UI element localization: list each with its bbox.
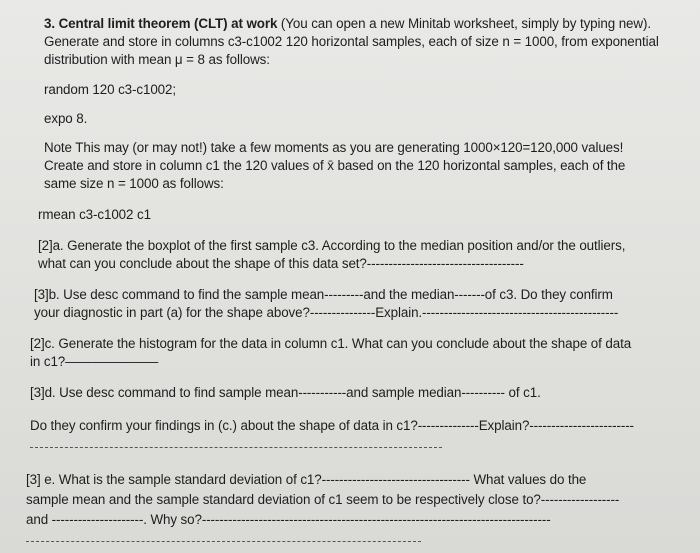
command-random: random 120 c3-c1002; (44, 82, 176, 97)
note-line-3: same size n = 1000 as follows: (44, 176, 224, 191)
answer-underline (30, 447, 442, 448)
question-3b-line-1: [3]b. Use desc command to find the sample mean---------and the median-------of c3. Do they confirm (34, 287, 613, 302)
question-3-heading (44, 16, 651, 32)
question-3d-line-1: [3]d. Use desc command to find sample mean-----------and sample median---------- of c1. (30, 385, 541, 400)
question-3b-line-2: your diagnostic in part (a) for the shape above?---------------Explain.--------------------------------------------- (34, 305, 619, 320)
note-line-1: Note This may (or may not!) take a few moments as you are generating 1000×120=120,000 values! (44, 140, 624, 155)
question-2c-line-2: in c1?——————— (30, 354, 159, 369)
question-3-subtitle: (You can open a new Minitab worksheet, simply by typing new). (277, 16, 651, 31)
question-3-title: 3. Central limit theorem (CLT) at work (44, 16, 278, 31)
command-expo: expo 8. (44, 111, 88, 126)
question-3-line-3: distribution with mean μ = 8 as follows: (44, 52, 270, 67)
note-line-2: Create and store in column c1 the 120 values of x̄ based on the 120 horizontal samples, each of the (44, 158, 626, 173)
question-3d-line-2: Do they confirm your findings in (c.) about the shape of data in c1?--------------Explain?------------------------ (30, 418, 634, 433)
question-3e-line-1: [3] e. What is the sample standard deviation of c1?---------------------------------- What values do the (26, 472, 587, 487)
question-2c-line-1: [2]c. Generate the histogram for the data in column c1. What can you conclude about the shape of data (30, 336, 632, 351)
question-2a-line-1: [2]a. Generate the boxplot of the first sample c3. According to the median position and/or the outliers, (38, 238, 626, 253)
command-rmean: rmean c3-c1002 c1 (38, 207, 151, 222)
answer-underline (26, 541, 421, 542)
question-3e-line-3: and ---------------------. Why so?-------------------------------------------------------------------------------- (26, 512, 551, 527)
question-2a-line-2: what can you conclude about the shape of this data set?------------------------------------ (38, 256, 524, 271)
question-3-line-2: Generate and store in columns c3-c1002 120 horizontal samples, each of size n = 1000, from exponential (44, 34, 659, 49)
question-3e-line-2: sample mean and the sample standard deviation of c1 seem to be respectively close to?------------------ (26, 492, 620, 507)
